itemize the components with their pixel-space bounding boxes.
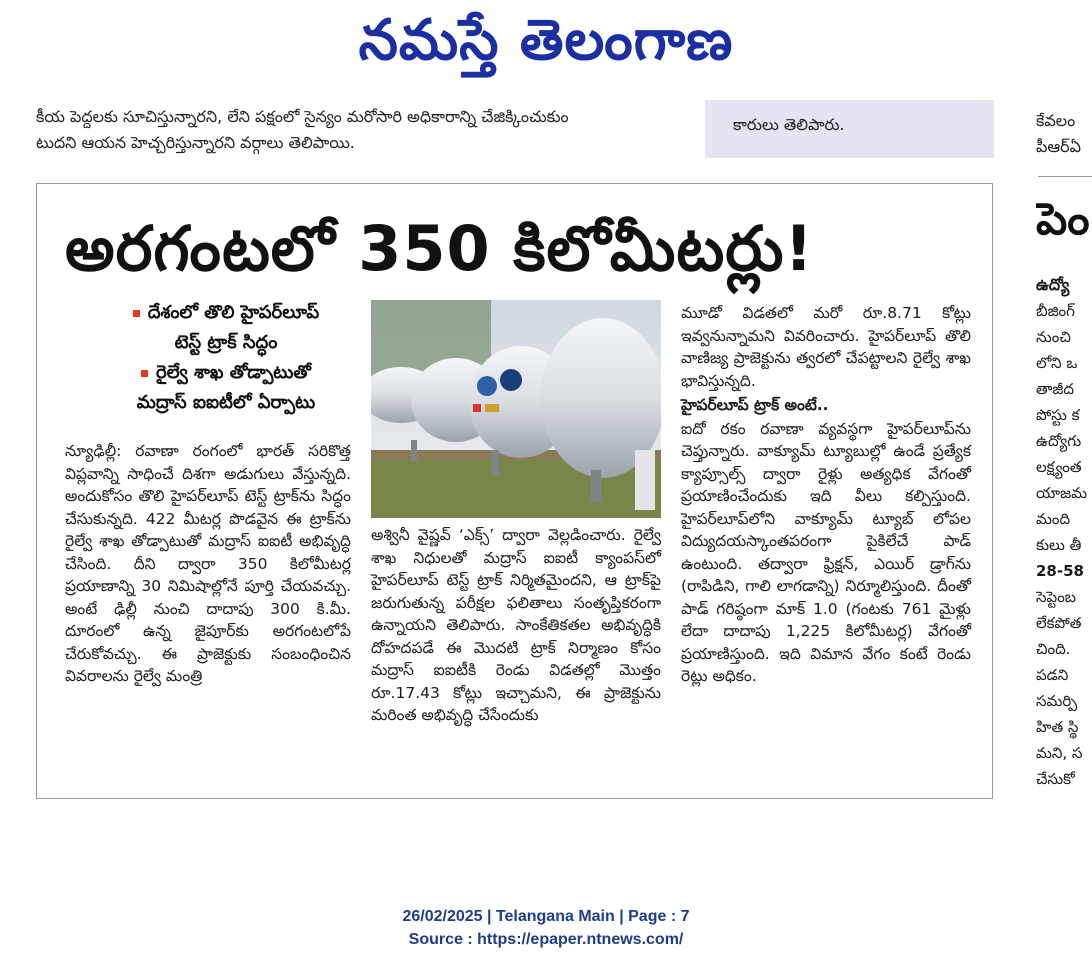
hyperloop-article	[36, 183, 993, 799]
subhead-text: టెస్ట్ ట్రాక్ సిద్ధం	[174, 332, 278, 353]
adjacent-line: చింది.	[1036, 640, 1071, 658]
adjacent-line: తాజీద	[1036, 380, 1074, 398]
bullet-icon	[141, 370, 148, 377]
page-footer	[0, 905, 1092, 951]
adjacent-kicker: ఉద్యో	[1036, 275, 1070, 294]
right-fragment	[1036, 108, 1092, 160]
previous-article-fragment	[36, 104, 676, 156]
article-column-1: న్యూఢిల్లీ: రవాణా రంగంలో భారత్ సరికొత్త విప్లవాన్ని సాధించే దిశగా అడుగులు వేస్తున్నది. అందుకోసం తొలి హైపర్‌లూప్ టెస్ట్ ట్రాక్‌ను సిద్ధం చేసుకున్నది. 422 మీటర్ల పొడవైన ఈ ట్రాక్‌ను రైల్వే శాఖ తోడ్పాటుతో మద్రాస్ ఐఐటీ అభివృద్ధి చేసింది. దీని ద్వారా 350 కిలోమీటర్ల ప్రయాణాన్ని 30 నిమిషాల్లోనే పూర్తి చేయవచ్చు. అంటే ఢిల్లీ నుంచి దాదాపు 300 కి.మీ. దూరంలో ఉన్న జైపూర్‌కు అరగంటలోపే చేరుకోవచ్చు. ఈ ప్రాజెక్టుకు సంబంధించిన వివరాలను రైల్వే మంత్రి	[65, 442, 351, 685]
adjacent-line: పడని	[1036, 666, 1069, 684]
adjacent-line: సెప్టెంబ	[1036, 588, 1077, 606]
adjacent-line: చేసుకో	[1036, 770, 1075, 788]
subhead	[81, 388, 371, 418]
fragment-line: కీయ పెద్దలకు సూచిస్తున్నారని, లేని పక్షంలో సైన్యం మరోసారి అధికారాన్ని చేజిక్కించుకుం	[36, 107, 569, 126]
adjacent-line: నుంచి	[1036, 328, 1071, 346]
subhead-text: రైల్వే శాఖ తోడ్పాటుతో	[156, 362, 311, 383]
article-headline: అరగంటలో 350 కిలోమీటర్లు!	[65, 212, 814, 285]
article-subheads	[81, 298, 371, 418]
boxed-fragment	[705, 100, 994, 158]
adjacent-line: మని, స	[1036, 744, 1083, 762]
subhead-text: దేశంలో తొలి హైపర్‌లూప్	[147, 302, 320, 323]
adjacent-line: లేకపోత	[1036, 614, 1082, 632]
source-link[interactable]: Source : https://epaper.ntnews.com/	[408, 931, 684, 948]
subhead	[81, 358, 371, 388]
newspaper-logo: నమస్తే తెలంగాణ	[358, 7, 734, 73]
edition-info: 26/02/2025 | Telangana Main | Page : 7	[402, 908, 690, 925]
article-column-2: అశ్వినీ వైష్ణవ్ ‘ఎక్స్’ ద్వారా వెల్లడించారు. రైల్వే శాఖ నిధులతో మద్రాస్ ఐఐటీ క్యాంపస్‌లో హైపర్‌లూప్ టెస్ట్ ట్రాక్ నిర్మితమైందని, ఆ ట్రాక్‌పై జరుగుతున్న పరీక్షల ఫలితాలు సంతృప్తికరంగా ఉన్నాయని తెలిపారు. సాంకేతికతల అభివృద్ధికి దోహదపడే ఈ మొదటి ట్రాక్ నిర్మాణం కోసం మద్రాస్ ఐఐటీకి రెండు విడతల్లో మొత్తం రూ.17.43 కోట్లు ఇచ్చామని, ఈ ప్రాజెక్టును మరింత అభివృద్ధి చేసేందుకు	[371, 526, 661, 724]
column-subheading: హైపర్‌లూప్ ట్రాక్ అంటే..	[681, 396, 829, 414]
bullet-icon	[133, 310, 140, 317]
adjacent-line: లోని ఒ	[1036, 354, 1078, 372]
adjacent-line: 28-58	[1036, 562, 1084, 580]
adjacent-line: లక్ష్యంత	[1036, 458, 1082, 476]
adjacent-article-strip	[1036, 190, 1092, 830]
column-paragraph: ఐదో రకం రవాణా వ్యవస్థగా హైపర్‌లూప్‌ను చెప్తున్నారు. వాక్యూమ్ ట్యూబుల్లో ఉండే ప్రత్యేక క్యాప్సూల్స్ ద్వారా రైళ్లు అత్యధిక వేగంతో ప్రయాణించేందుకు ఇది వీలు కల్పిస్తుంది. హైపర్‌లూప్‌లోని వాక్యూమ్ ట్యూబ్ లోపల విద్యుదయస్కాంతపరంగా పైకిలేచే పాడ్ ఉంటుంది. తద్వారా ఫ్రిక్షన్, ఎయిర్ డ్రాగ్‌ను (రాపిడిని, గాలి లాగడాన్ని) నిర్మూలిస్తుంది. దీంతో పాడ్ గరిష్ఠంగా మాక్ 1.0 (గంటకు 761 మైళ్లు లేదా దాదాపు 1,225 కిలోమీటర్ల) వేగంతో ప్రయాణిస్తుంది. ఇది విమాన వేగం కంటే రెండు రెట్లు అధికం.	[681, 419, 971, 685]
fragment-line: పీఆర్ఏ	[1036, 137, 1082, 156]
fragment-line: టుదని ఆయన హెచ్చరిస్తున్నారని వర్గాలు తెలిపాయి.	[36, 133, 355, 152]
adjacent-line: యాజమ	[1036, 484, 1087, 502]
adjacent-line: మంది	[1036, 510, 1071, 528]
adjacent-line: ఉద్యోగు	[1036, 432, 1082, 450]
article-column-3	[681, 302, 971, 688]
column-paragraph: మూడో విడతలో మరో రూ.8.71 కోట్లు ఇవ్వనున్నామని వివరించారు. హైపర్‌లూప్ తొలి వాణిజ్య ప్రాజెక్టును త్వరలో చేపట్టాలని రైల్వే శాఖ భావిస్తున్నది.	[681, 304, 971, 390]
adjacent-line: హిత స్థి	[1036, 718, 1079, 736]
subhead	[81, 328, 371, 358]
subhead	[81, 298, 371, 328]
hyperloop-tube-photo	[371, 300, 661, 518]
fragment-line: కేవలం	[1036, 111, 1076, 130]
adjacent-line: కులు తీ	[1036, 536, 1082, 554]
subhead-text: మద్రాస్ ఐఐటీలో ఏర్పాటు	[136, 392, 316, 413]
adjacent-headline: పెం	[1036, 194, 1090, 245]
adjacent-line: బీజింగ్	[1036, 302, 1075, 320]
fragment-line: కారులు తెలిపారు.	[733, 115, 845, 134]
adjacent-line: సమర్పి	[1036, 692, 1078, 710]
masthead	[0, 0, 1092, 80]
adjacent-line: పోస్టు క	[1036, 406, 1080, 424]
divider	[1038, 176, 1092, 177]
